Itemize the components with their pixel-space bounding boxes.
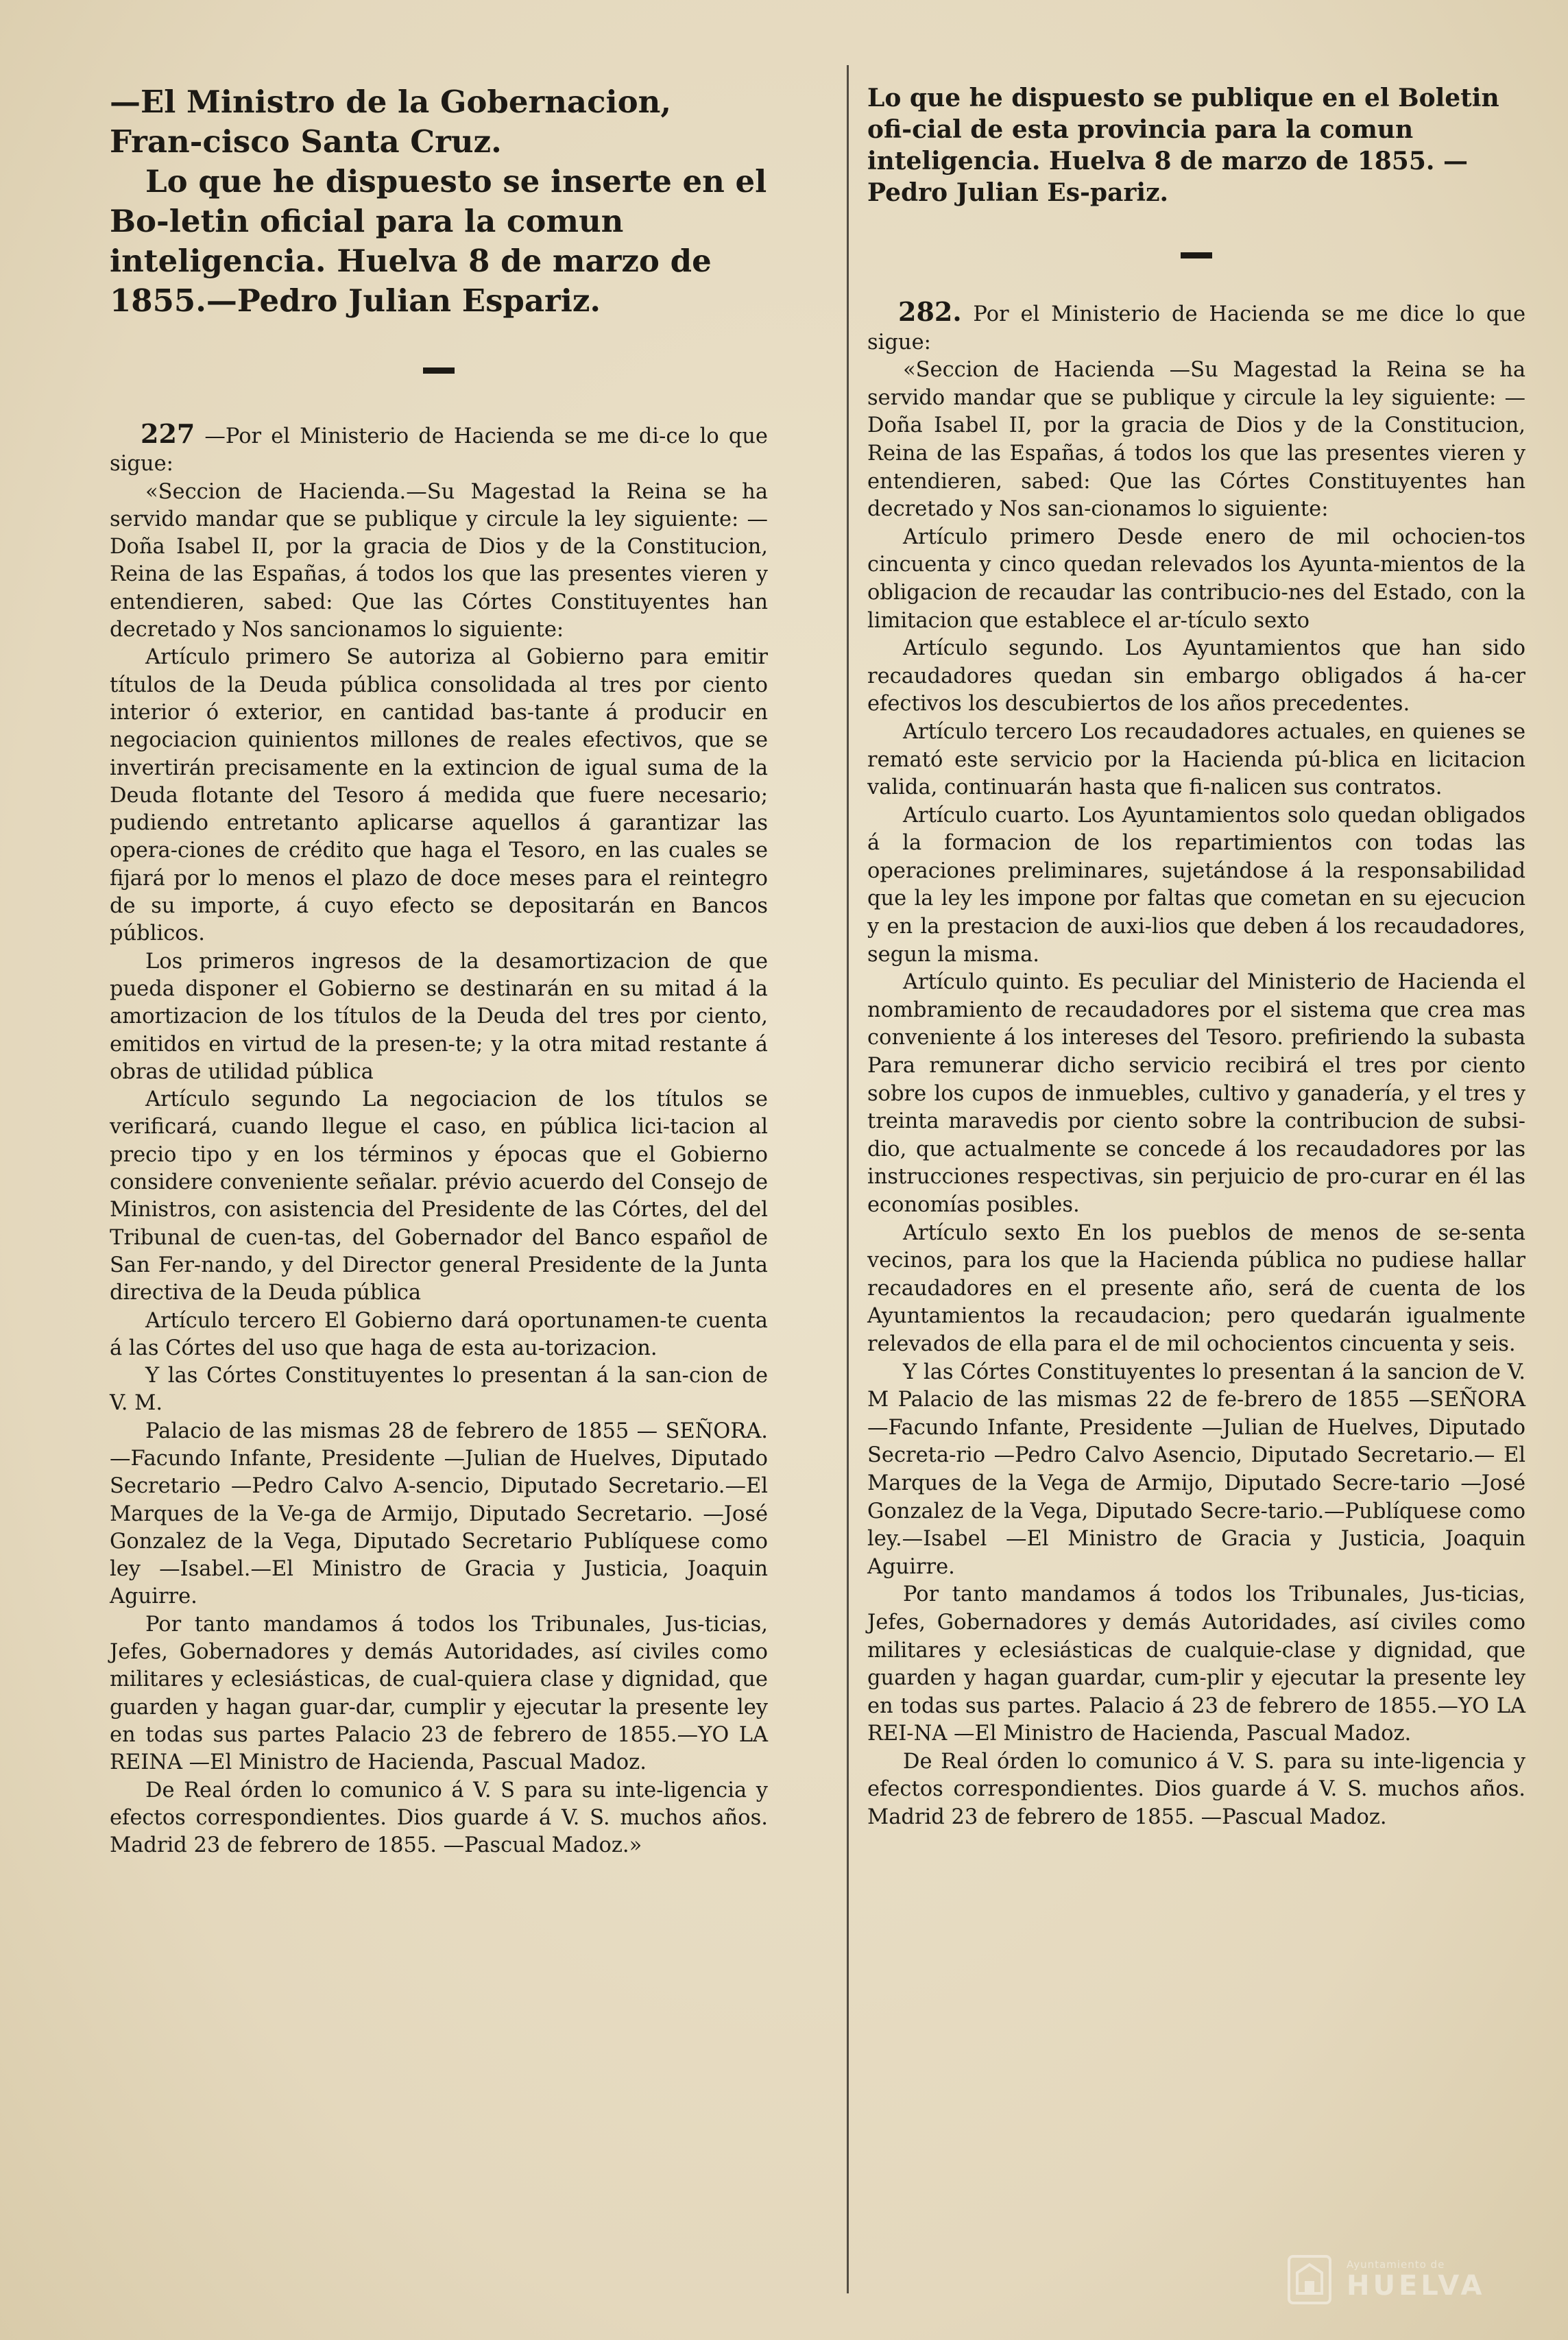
- article-paragraph: Palacio de las mismas 28 de febrero de 1855 — SEÑORA.—Facundo Infante, Presidente —Julian de Huelves, Diputado Secretario —Pedro Calvo A-sencio, Diputado Secretario.—El Marques de la Ve-ga de Armijo, Diputado Secretario. —José Gonzalez de la Vega, Diputado Secretario Publíquese como ley —Isabel.—El Ministro de Gracia y Justicia, Joaquin Aguirre.: [110, 1419, 768, 1609]
- article-paragraph: Artículo quinto. Es peculiar del Ministerio de Hacienda el nombramiento de recaudadores por el sistema que crea mas conveniente á los intereses del Tesoro. prefiriendo la subasta Para remunerar dicho servicio recibirá el tres por ciento sobre los cupos de inmuebles, cultivo y ganadería, y el tres y treinta maravedis por ciento sobre la contribucion de subsi-dio, que actualmente se concede á los recaudadores por las instrucciones respectivas, sin perjuicio de pro-curar en él las economías posibles.: [867, 970, 1525, 1217]
- article-paragraph: «Seccion de Hacienda.—Su Magestad la Reina se ha servido mandar que se publique y circule la ley siguiente: —Doña Isabel II, por la gracia de Dios y de la Constitucion, Reina de las Españas, á todos los que las presentes vieren y entendieren, sabed: Que las Córtes Constituyentes han decretado y Nos sancionamos lo siguiente:: [110, 479, 768, 642]
- article-paragraph: Artículo primero Se autoriza al Gobierno para emitir títulos de la Deuda pública consolidada al tres por ciento interior ó exterior, en cantidad bas-tante á producir en negociacion quinientos millones de reales efectivos, que se invertirán precisamente en la extincion de igual suma de la Deuda flotante del Tesoro á medida que fuere necesario; pudiendo entretanto aplicarse aquellos á garantizar las opera-ciones de crédito que haga el Tesoro, en las cuales se fijará por lo menos el plazo de doce meses para el reintegro de su importe, á cuyo efecto se depositarán en Bancos públicos.: [110, 645, 768, 946]
- article-paragraph: «Seccion de Hacienda —Su Magestad la Reina se ha servido mandar que se publique y circule la ley siguiente: —Doña Isabel II, por la gracia de Dios y de la Constitucion, Reina de las Españas, á todos los que las presentes vieren y entendieren, sabed: Que las Córtes Constituyentes han decretado y Nos san-cionamos lo siguiente:: [867, 358, 1525, 522]
- left-column: [110, 82, 768, 1859]
- article-number: 227: [141, 418, 195, 449]
- article-paragraph: Los primeros ingresos de la desamortizacion de que pueda disponer el Gobierno se destinarán en su mitad á la amortizacion de los títulos de la Deuda del tres por ciento, emitidos en virtud de la presen-te; y la otra mitad restante á obras de utilidad pública: [110, 949, 768, 1084]
- article-paragraph: 282. Por el Ministerio de Hacienda se me dice lo que sigue:: [867, 296, 1525, 354]
- right-column: [867, 82, 1525, 1832]
- article-paragraph: De Real órden lo comunico á V. S para su inte-ligencia y efectos correspondientes. Dios guarde á V. S. muchos años. Madrid 23 de febrero de 1855. —Pascual Madoz.»: [110, 1778, 768, 1858]
- article-paragraph: Artículo tercero Los recaudadores actuales, en quienes se remató este servicio por la Hacienda pú-blica en licitacion valida, continuarán hasta que fi-nalicen sus contratos.: [867, 719, 1525, 800]
- article-paragraph: Por tanto mandamos á todos los Tribunales, Jus-ticias, Jefes, Gobernadores y demás Autoridades, así civiles como militares y eclesiásticas, de cual-quiera clase y dignidad, que guarden y hagan guar-dar, cumplir y ejecutar la presente ley en todas sus partes Palacio 23 de febrero de 1855.—YO LA REINA —El Ministro de Hacienda, Pascual Madoz.: [110, 1612, 768, 1775]
- article-paragraph: 227 —Por el Ministerio de Hacienda se me di-ce lo que sigue:: [110, 418, 768, 477]
- article-paragraph: De Real órden lo comunico á V. S. para su inte-ligencia y efectos correspondientes. Dios guarde á V. S. muchos años. Madrid 23 de febrero de 1855. —Pascual Madoz.: [867, 1749, 1525, 1830]
- watermark-small: Ayuntamiento de: [1347, 2258, 1445, 2271]
- headline-line-1: —El Ministro de la Gobernacion, Fran-cisco Santa Cruz.: [110, 84, 671, 160]
- crest-icon: [1282, 2252, 1337, 2307]
- section-separator: [1181, 252, 1212, 258]
- watermark-big: HUELVA: [1347, 2270, 1486, 2302]
- article-paragraph: Y las Córtes Constituyentes lo presentan á la san-cion de V. M.: [110, 1364, 768, 1416]
- section-separator: [423, 367, 455, 374]
- article-paragraph: Artículo segundo. Los Ayuntamientos que han sido recaudadores quedan sin embargo obligados á ha-cer efectivos los descubiertos de los años precedentes.: [867, 636, 1525, 716]
- left-headline: [110, 82, 768, 321]
- article-paragraph: Artículo sexto En los pueblos de menos de se-senta vecinos, para los que la Hacienda pública no pudiese hallar recaudadores en el presente año, será de cuenta de los Ayuntamientos la recaudacion; pero quedarán igualmente relevados de ella para el de mil ochocientos cincuenta y seis.: [867, 1220, 1525, 1356]
- article-paragraph: Y las Córtes Constituyentes lo presentan á la sancion de V. M Palacio de las mismas 22 de fe-brero de 1855 —SEÑORA —Facundo Infante, Presidente —Julian de Huelves, Diputado Secreta-rio —Pedro Calvo Asencio, Diputado Secretario.— El Marques de la Vega de Armijo, Diputado Secre-tario —José Gonzalez de la Vega, Diputado Secre-tario.—Publíquese como ley.—Isabel —El Ministro de Gracia y Justicia, Joaquin Aguirre.: [867, 1360, 1525, 1579]
- continuation-notice: Lo que he dispuesto se publique en el Boletin ofi-cial de esta provincia para la comun inteligencia. Huelva 8 de marzo de 1855. —Pedro Julian Es-pariz.: [867, 84, 1499, 207]
- article-paragraph: Artículo tercero El Gobierno dará oportunamen-te cuenta á las Córtes del uso que haga de esta au-torizacion.: [110, 1308, 768, 1360]
- watermark-text: [1347, 2258, 1485, 2301]
- archive-watermark: [1282, 2252, 1485, 2307]
- article-paragraph: Artículo cuarto. Los Ayuntamientos solo quedan obligados á la formacion de los repartimientos con todas las operaciones preliminares, sujetándose á la responsabilidad que la ley les impone por faltas que cometan en su ejecucion y en la prestacion de auxi-lios que deben á los recaudadores, segun la misma.: [867, 803, 1525, 967]
- article-227: [110, 420, 768, 1859]
- article-282: [867, 298, 1525, 1832]
- article-number: 282.: [898, 296, 962, 327]
- article-paragraph: Por tanto mandamos á todos los Tribunales, Jus-ticias, Jefes, Gobernadores y demás Autoridades, así civiles como militares y eclesiásticas de cualquie-clase y dignidad, que guarden y hagan guardar, cum-plir y ejecutar la presente ley en todas sus partes. Palacio á 23 de febrero de 1855.—YO LA REI-NA —El Ministro de Hacienda, Pascual Madoz.: [867, 1582, 1525, 1746]
- article-paragraph: Artículo segundo La negociacion de los títulos se verificará, cuando llegue el caso, en pública lici-tacion al precio tipo y en los términos y épocas que el Gobierno considere conveniente señalar. prévio acuerdo del Consejo de Ministros, con asistencia del Presidente de las Córtes, del del Tribunal de cuen-tas, del Gobernador del Banco español de San Fer-nando, y del Director general Presidente de la Junta directiva de la Deuda pública: [110, 1087, 768, 1305]
- headline-line-2: Lo que he dispuesto se inserte en el Bo-letin oficial para la comun inteligencia. Huelva 8 de marzo de 1855.—Pedro Julian Espariz.: [110, 163, 767, 319]
- column-rule: [847, 65, 849, 2293]
- article-paragraph: Artículo primero Desde enero de mil ochocien-tos cincuenta y cinco quedan relevados los Ayunta-mientos de la obligacion de recaudar las contribucio-nes del Estado, con la limitacion que establece el ar-tículo sexto: [867, 524, 1525, 633]
